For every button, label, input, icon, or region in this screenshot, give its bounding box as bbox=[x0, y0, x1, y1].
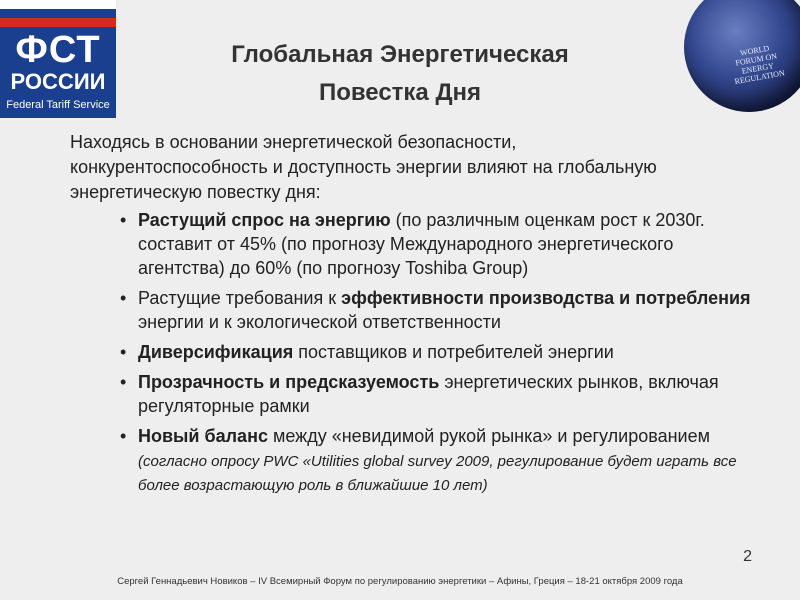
logo-brand: ФСТ bbox=[15, 29, 101, 71]
globe-emblem-icon bbox=[684, 0, 800, 112]
bullet-list bbox=[120, 208, 760, 498]
bullet-bold: Растущий спрос на энергию bbox=[138, 210, 391, 230]
globe-text: WORLD FORUM ON ENERGY REGULATION bbox=[733, 43, 786, 87]
russian-flag-icon bbox=[0, 0, 116, 28]
intro-text: Находясь в основании энергетической безопасности, конкурентоспособность и доступность энергии влияют на глобальную энергетическую повестку дня: bbox=[70, 132, 657, 202]
bullet-text: между «невидимой рукой рынка» и регулированием bbox=[267, 426, 710, 446]
bullet-text: поставщиков и потребителей энергии bbox=[293, 342, 614, 362]
bullet-text: энергетических рынков, включая регуляторные рамки bbox=[138, 372, 719, 416]
bullet-item bbox=[120, 370, 760, 418]
bullet-text: (по различным оценкам рост к 2030г. составит от 45% (по прогнозу Международного энергетического агентства) до 60% (по прогнозу Toshiba Group) bbox=[138, 210, 705, 278]
slide-title-line-1: Глобальная Энергетическая bbox=[231, 41, 569, 68]
bullet-text: энергии и к экологической ответственности bbox=[138, 312, 501, 332]
bullet-bold: Новый баланс bbox=[138, 426, 268, 446]
bullet-item bbox=[120, 340, 760, 364]
bullet-note: (согласно опросу PWC «Utilities global survey 2009, регулирование будет играть все более возрастающую роль в ближайшие 10 лет) bbox=[138, 453, 737, 494]
footer-text: Сергей Геннадьевич Новиков – IV Всемирный Форум по регулированию энергетики – Афины, Греция – 18-21 октября 2009 года bbox=[117, 576, 683, 587]
slide-title-line-2: Повестка Дня bbox=[318, 79, 482, 106]
bullet-bold: Прозрачность и предсказуемость bbox=[138, 372, 440, 392]
bullet-item bbox=[120, 424, 760, 496]
bullet-pre: Растущие требования к bbox=[138, 288, 342, 308]
bullet-item bbox=[120, 208, 760, 280]
fst-logo bbox=[0, 0, 116, 118]
bullet-bold: Диверсификация bbox=[138, 342, 294, 362]
logo-subtitle: Federal Tariff Service bbox=[6, 99, 110, 111]
slide-title bbox=[150, 36, 650, 112]
bullet-bold: эффективности производства и потребления bbox=[341, 288, 751, 308]
logo-country: РОССИИ bbox=[10, 69, 106, 94]
bullet-item bbox=[120, 286, 760, 334]
page-number: 2 bbox=[743, 548, 752, 565]
